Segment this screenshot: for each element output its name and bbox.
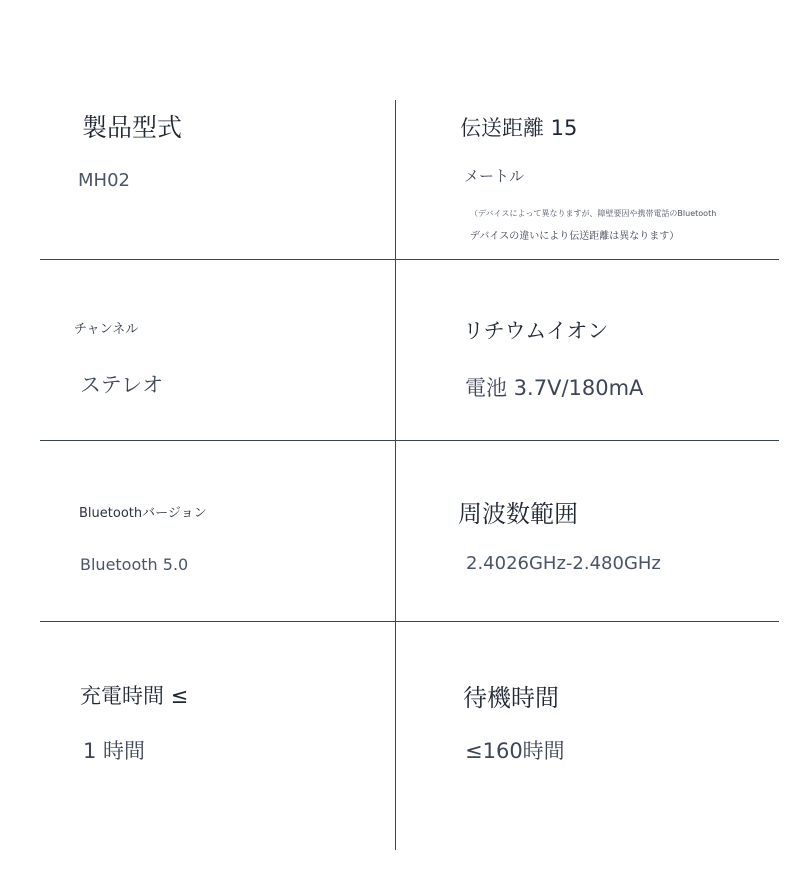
- row-divider-1: [40, 259, 779, 260]
- channel-label: チャンネル: [74, 322, 139, 337]
- distance-label: 伝送距離 15: [460, 116, 578, 140]
- model-label: 製品型式: [82, 113, 183, 142]
- frequency-label: 周波数範囲: [458, 500, 578, 528]
- center-divider: [395, 100, 396, 850]
- channel-value: ステレオ: [80, 373, 164, 397]
- model-value: MH02: [78, 170, 130, 191]
- standby-label: 待機時間: [463, 684, 559, 712]
- frequency-value: 2.4026GHz-2.480GHz: [466, 553, 661, 574]
- bt-version-value: Bluetooth 5.0: [80, 555, 189, 574]
- standby-value: ≤160時間: [465, 739, 565, 763]
- row-divider-3: [40, 621, 779, 622]
- distance-note-2: デバイスの違いにより伝送距離は異なります）: [470, 231, 680, 242]
- charge-time-value: 1 時間: [83, 739, 146, 763]
- battery-value: 電池 3.7V/180mA: [465, 376, 644, 400]
- row-divider-2: [40, 440, 779, 441]
- distance-note-1: （デバイスによって異なりますが、障壁要因や携帯電話のBluetooth: [470, 209, 717, 218]
- bt-version-label: Bluetoothバージョン: [79, 506, 207, 521]
- distance-unit: メートル: [464, 167, 525, 185]
- battery-label: リチウムイオン: [463, 319, 609, 343]
- charge-time-label: 充電時間 ≤: [80, 684, 189, 708]
